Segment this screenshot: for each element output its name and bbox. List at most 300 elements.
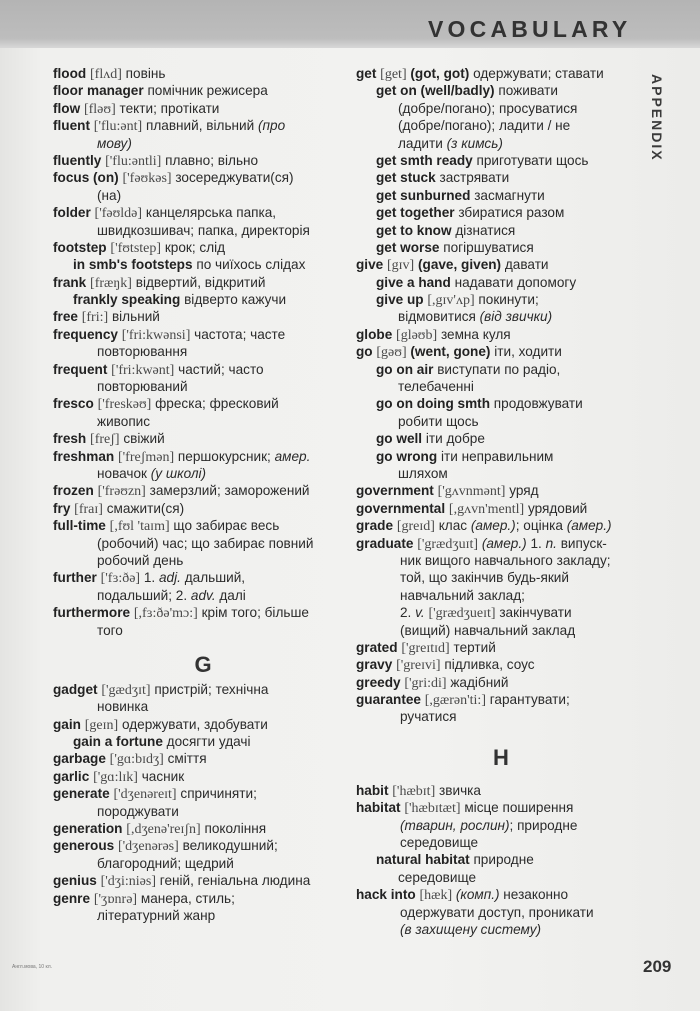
translation: 2. <box>400 605 412 621</box>
translation: (робочий) час; що забирає повний <box>97 535 314 551</box>
continuation-line <box>53 378 353 395</box>
translation: по чиїхось слідах <box>196 257 306 273</box>
translation: клас <box>438 518 468 534</box>
headword: gain <box>53 716 81 732</box>
note: (амер.) <box>566 518 612 534</box>
transcription: ['gɑ:lɪk] <box>93 769 138 785</box>
entry-line <box>53 65 353 82</box>
continuation-line <box>356 569 646 586</box>
headword: gravy <box>356 657 393 673</box>
translation: іти добре <box>425 431 485 447</box>
headword: in smb's footsteps <box>73 257 193 273</box>
headword: go on doing smth <box>376 396 491 412</box>
letter-heading: H <box>493 744 509 770</box>
translation: крім того; більше <box>201 605 309 621</box>
headword: natural habitat <box>376 852 470 868</box>
headword: go well <box>376 431 423 447</box>
continuation-line <box>356 622 646 639</box>
translation: (добре/погано); просуватися <box>398 100 578 116</box>
translation: благородний; щедрий <box>97 855 234 871</box>
translation: той, що закінчив будь-який <box>400 570 569 586</box>
subentry-line <box>356 222 646 239</box>
continuation-line <box>356 465 646 482</box>
headword: graduate <box>356 535 414 551</box>
continuation-line <box>53 698 353 715</box>
headword: get smth ready <box>376 152 473 168</box>
note: (від звички) <box>479 309 553 325</box>
transcription: [gəʊ] <box>376 345 407 361</box>
headword: globe <box>356 326 393 342</box>
headword: frozen <box>53 483 94 499</box>
translation: крок; слід <box>164 239 226 255</box>
headword: give <box>356 257 384 273</box>
subentry-line <box>356 291 646 308</box>
note: (про <box>258 118 286 134</box>
headword: frankly speaking <box>73 292 181 308</box>
headword: governmental <box>356 500 446 516</box>
entry-line <box>53 716 353 733</box>
translation: гарантувати; <box>489 692 570 708</box>
entry-line <box>356 674 646 691</box>
translation: відмовитися <box>398 309 476 325</box>
note: (тварин, рослин) <box>400 817 510 833</box>
headword: frequent <box>53 361 108 377</box>
translation: робочий день <box>97 552 184 568</box>
entry-line <box>356 691 646 708</box>
entry-line <box>356 500 646 517</box>
transcription: ['gɑ:bɪdʒ] <box>109 752 164 768</box>
entry-line <box>53 361 353 378</box>
transcription: [gɪv] <box>386 258 415 274</box>
entry-line <box>356 639 646 656</box>
headword: go on air <box>376 361 434 377</box>
headword: frank <box>53 274 87 290</box>
translation: звичка <box>439 782 481 798</box>
headword: generate <box>53 786 110 802</box>
translation: ладити <box>398 135 443 151</box>
headword: get stuck <box>376 170 436 186</box>
transcription: [flʌd] <box>90 67 122 82</box>
translation: подальший; 2. <box>97 587 188 603</box>
entry-line <box>53 890 353 907</box>
translation: надавати допомогу <box>454 274 577 290</box>
entry-line <box>53 117 353 134</box>
headword: genius <box>53 873 97 889</box>
continuation-line <box>53 343 353 360</box>
entry-line <box>356 782 646 799</box>
continuation-line <box>356 552 646 569</box>
continuation-line <box>53 803 353 820</box>
entry-line <box>356 343 646 360</box>
translation: що забирає весь <box>173 518 280 534</box>
translation: покинути; <box>478 292 539 308</box>
translation: урядовий <box>527 500 588 516</box>
translation: того <box>97 622 123 638</box>
transcription: ['dʒenərəs] <box>117 839 179 855</box>
translation: відвертий, відкритий <box>135 274 266 290</box>
note: adj. <box>159 570 181 586</box>
translation: середовище <box>398 869 477 885</box>
translation: 1. <box>143 570 156 586</box>
entry-line <box>53 100 353 117</box>
headword: folder <box>53 205 91 221</box>
translation: телебаченні <box>398 379 474 395</box>
translation: породжувати <box>97 803 179 819</box>
entry-line <box>356 535 646 552</box>
continuation-line <box>356 817 646 834</box>
translation: робити щось <box>398 413 479 429</box>
entry-line <box>53 681 353 698</box>
translation: пристрій; технічна <box>154 681 269 697</box>
translation: частий; часто <box>178 361 264 377</box>
translation: досягти удачі <box>166 734 251 750</box>
translation: дізнатися <box>455 222 516 238</box>
translation: навчальний заклад; <box>400 587 525 603</box>
subentry-line <box>356 239 646 256</box>
subentry-line <box>356 274 646 291</box>
entry-line <box>53 169 353 186</box>
headword: gadget <box>53 681 98 697</box>
transcription: [,gærən'ti:] <box>424 693 486 709</box>
subentry-line <box>356 448 646 465</box>
headword: government <box>356 483 434 499</box>
translation: спричиняти; <box>180 786 257 802</box>
entry-line <box>53 500 353 517</box>
entry-line <box>53 448 353 465</box>
headword: guarantee <box>356 692 421 708</box>
translation: відверто кажучи <box>184 292 287 308</box>
headword: garlic <box>53 768 90 784</box>
translation: іти, ходити <box>494 344 562 360</box>
translation: шляхом <box>398 465 448 481</box>
transcription: ['gʌvnmənt] <box>437 484 506 500</box>
headword: garbage <box>53 751 106 767</box>
continuation-line <box>53 855 353 872</box>
transcription: ['dʒenəreɪt] <box>113 787 177 803</box>
translation: жадібний <box>450 674 509 690</box>
headword: (got, got) <box>410 66 470 81</box>
translation: ник вищого навчального закладу; <box>400 552 611 568</box>
translation: одержувати доступ, проникати <box>400 904 594 920</box>
headword: focus (on) <box>53 170 119 186</box>
entry-line <box>53 872 353 889</box>
translation: помічник режисера <box>147 83 268 99</box>
entry-line <box>53 837 353 854</box>
entry-line <box>53 785 353 802</box>
continuation-line <box>53 587 353 604</box>
entry-line <box>356 799 646 816</box>
transcription: ['fəʊldə] <box>94 206 143 222</box>
translation: текти; протікати <box>119 100 220 116</box>
translation: земна куля <box>440 326 511 342</box>
transcription: [greɪd] <box>396 519 435 535</box>
translation: ручатися <box>400 709 457 725</box>
subentry-line <box>356 851 646 868</box>
headword: get to know <box>376 222 452 238</box>
note: adv. <box>190 587 216 603</box>
transcription: [,fɜ:ðə'mɔ:] <box>133 606 198 622</box>
entry-line <box>53 82 353 99</box>
translation: манера, стиль; <box>140 890 235 906</box>
appendix-side-label: APPENDIX <box>649 74 665 162</box>
note: (комп.) <box>455 887 500 903</box>
entry-line <box>53 569 353 586</box>
headword: further <box>53 570 97 586</box>
transcription: ['frəʊzn] <box>97 484 146 500</box>
transcription: [freʃ] <box>90 432 120 448</box>
note: v. <box>415 605 425 621</box>
translation: плавно; вільно <box>165 152 259 168</box>
transcription: ['dʒi:niəs] <box>100 874 156 890</box>
section-title: VOCABULARY <box>428 16 632 42</box>
headword: get <box>356 66 377 81</box>
headword: footstep <box>53 239 107 255</box>
entry-line <box>53 274 353 291</box>
continuation-line <box>356 308 646 325</box>
entry-line <box>53 204 353 221</box>
entry-line <box>53 308 353 325</box>
transcription: [,fʊl 'taɪm] <box>109 519 170 535</box>
translation: замерзлий; заморожений <box>149 483 310 499</box>
headword: get worse <box>376 239 440 255</box>
vocabulary-column-right <box>356 65 646 938</box>
translation: свіжий <box>123 431 165 447</box>
subentry-line <box>356 152 646 169</box>
translation: погіршуватися <box>443 239 534 255</box>
note: (з кимсь) <box>446 135 503 151</box>
subentry-line <box>53 733 353 750</box>
continuation-line <box>53 413 353 430</box>
transcription: ['fri:kwənt] <box>111 362 175 378</box>
subentry-line <box>356 169 646 186</box>
continuation-line <box>53 907 353 924</box>
continuation-line <box>356 117 646 134</box>
continuation-line <box>53 187 353 204</box>
continuation-line <box>356 904 646 921</box>
transcription: ['greɪtɪd] <box>401 640 450 656</box>
translation: смажити(ся) <box>106 500 185 516</box>
entry-line <box>53 604 353 621</box>
continuation-line <box>53 222 353 239</box>
headword: grade <box>356 518 394 534</box>
transcription: [fræŋk] <box>90 275 132 291</box>
transcription: [geɪn] <box>84 717 119 733</box>
continuation-line <box>356 869 646 886</box>
translation: засмагнути <box>474 187 545 203</box>
headword: give a hand <box>376 274 451 290</box>
headword: frequency <box>53 326 118 342</box>
headword: get together <box>376 205 455 221</box>
transcription: ['fʊtstep] <box>110 240 162 256</box>
headword: free <box>53 309 78 325</box>
transcription: [,gɪv'ʌp] <box>427 293 475 309</box>
entry-line <box>356 656 646 673</box>
entry-line <box>53 395 353 412</box>
translation: швидкозшивач; папка, директорія <box>97 222 310 238</box>
headword: freshman <box>53 448 115 464</box>
translation: повторювання <box>97 344 188 360</box>
entry-line <box>53 430 353 447</box>
continuation-line <box>356 834 646 851</box>
headword: full-time <box>53 518 106 534</box>
translation: (вищий) навчальний заклад <box>400 622 576 638</box>
headword: fry <box>53 500 71 516</box>
translation: закінчувати <box>499 605 572 621</box>
subentry-line <box>53 256 353 273</box>
translation: дальший, <box>184 570 246 586</box>
translation: геній, геніальна людина <box>159 873 311 889</box>
transcription: ['fɜ:ðə] <box>100 571 141 587</box>
subentry-line <box>356 395 646 412</box>
entry-line <box>356 886 646 903</box>
note: (у школі) <box>150 465 207 481</box>
headword: (gave, given) <box>417 257 502 273</box>
translation: живопис <box>97 413 151 429</box>
translation: фреска; фресковий <box>155 396 279 412</box>
translation: середовище <box>400 835 479 851</box>
continuation-line <box>53 552 353 569</box>
entry-line <box>53 768 353 785</box>
transcription: ['fri:kwənsi] <box>121 327 191 343</box>
translation: тертий <box>453 639 496 655</box>
page-number: 209 <box>643 957 672 976</box>
headword: fluently <box>53 152 102 168</box>
translation: сміття <box>167 751 207 767</box>
headword: habitat <box>356 800 401 816</box>
continuation-line <box>356 708 646 725</box>
transcription: [,dʒenə'reɪʃn] <box>126 822 201 838</box>
translation: (на) <box>97 187 122 203</box>
headword: hack into <box>356 887 416 903</box>
entry-line <box>356 482 646 499</box>
headword: fresh <box>53 431 87 447</box>
translation: продовжувати <box>493 396 583 412</box>
entry-line <box>53 326 353 343</box>
translation: канцелярська папка, <box>145 205 277 221</box>
entry-line <box>53 482 353 499</box>
transcription: ['gri:di] <box>404 675 447 691</box>
continuation-line <box>356 100 646 117</box>
entry-line <box>53 750 353 767</box>
translation: поживати <box>498 83 558 99</box>
translation: одержувати, здобувати <box>121 716 268 732</box>
headword: fresco <box>53 396 94 412</box>
transcription: ['flu:ənt] <box>93 119 143 135</box>
continuation-line <box>356 921 646 938</box>
transcription: ['fəʊkəs] <box>122 171 172 187</box>
transcription: [gləʊb] <box>396 327 438 343</box>
translation: збиратися разом <box>458 205 565 221</box>
headword: flow <box>53 100 81 116</box>
subentry-line <box>356 204 646 221</box>
translation: часник <box>141 768 185 784</box>
headword: gain a fortune <box>73 734 163 750</box>
entry-line <box>53 820 353 837</box>
translation: покоління <box>204 821 267 837</box>
translation: новачок <box>97 465 147 481</box>
continuation-line <box>53 465 353 482</box>
continuation-line <box>53 135 353 152</box>
headword: grated <box>356 639 398 655</box>
transcription: [hæk] <box>419 888 453 904</box>
translation: приготувати щось <box>476 152 589 168</box>
headword: genre <box>53 890 91 906</box>
translation: новинка <box>97 699 149 715</box>
continuation-line <box>356 587 646 604</box>
transcription: [fri:] <box>81 310 109 326</box>
continuation-line <box>53 535 353 552</box>
transcription: [get] <box>380 67 407 82</box>
translation: першокурсник; <box>177 448 271 464</box>
translation: природне <box>473 852 534 868</box>
transcription: ['gædʒɪt] <box>101 682 151 698</box>
translation: частота; часте <box>194 326 286 342</box>
transcription: [,gʌvn'mentl] <box>448 501 525 517</box>
note: n. <box>545 535 557 551</box>
headword: habit <box>356 782 389 798</box>
subentry-line <box>53 291 353 308</box>
translation: плавний, вільний <box>145 118 255 134</box>
entry-line <box>356 517 646 534</box>
transcription: [fləʊ] <box>83 101 116 117</box>
translation: великодушний; <box>182 838 278 854</box>
translation: повінь <box>125 66 166 81</box>
subentry-line <box>356 361 646 378</box>
translation: іти неправильним <box>440 448 554 464</box>
headword: generous <box>53 838 115 854</box>
entry-line <box>53 517 353 534</box>
entry-line <box>53 239 353 256</box>
continuation-line <box>53 622 353 639</box>
translation: вільний <box>111 309 160 325</box>
print-note: Англ.мова, 10 кл. <box>12 964 52 970</box>
note: (амер.) <box>470 518 516 534</box>
headword: (went, gone) <box>410 344 491 360</box>
headword: give up <box>376 292 424 308</box>
headword: furthermore <box>53 605 131 621</box>
translation: зосереджувати(ся) <box>175 170 294 186</box>
translation: літературний жанр <box>97 907 216 923</box>
translation: підливка, соус <box>444 657 535 673</box>
headword: go wrong <box>376 448 438 464</box>
translation: повторюваний <box>97 379 188 395</box>
headword: get on (well/badly) <box>376 83 495 99</box>
translation: давати <box>504 257 549 273</box>
translation: далі <box>219 587 246 603</box>
translation: ; природне <box>509 817 578 833</box>
transcription: ['grædʒuɪt] <box>417 536 479 552</box>
transcription: ['freʃmən] <box>117 449 175 465</box>
subentry-line <box>356 430 646 447</box>
continuation-line <box>356 378 646 395</box>
headword: floor manager <box>53 83 144 99</box>
transcription: ['flu:əntli] <box>105 153 162 169</box>
entry-line <box>356 326 646 343</box>
transcription: ['freskəʊ] <box>97 397 152 413</box>
continuation-line <box>356 604 646 621</box>
translation: виступати по радіо, <box>437 361 561 377</box>
note: амер. <box>274 448 311 464</box>
note: (в захищену систему) <box>400 921 542 937</box>
translation: одержувати; ставати <box>473 66 604 81</box>
entry-line <box>53 152 353 169</box>
headword: go <box>356 344 373 360</box>
note: мову) <box>97 135 132 151</box>
headword: fluent <box>53 118 90 134</box>
translation: застрявати <box>439 170 510 186</box>
continuation-line <box>356 135 646 152</box>
vocabulary-column-left <box>53 65 353 924</box>
